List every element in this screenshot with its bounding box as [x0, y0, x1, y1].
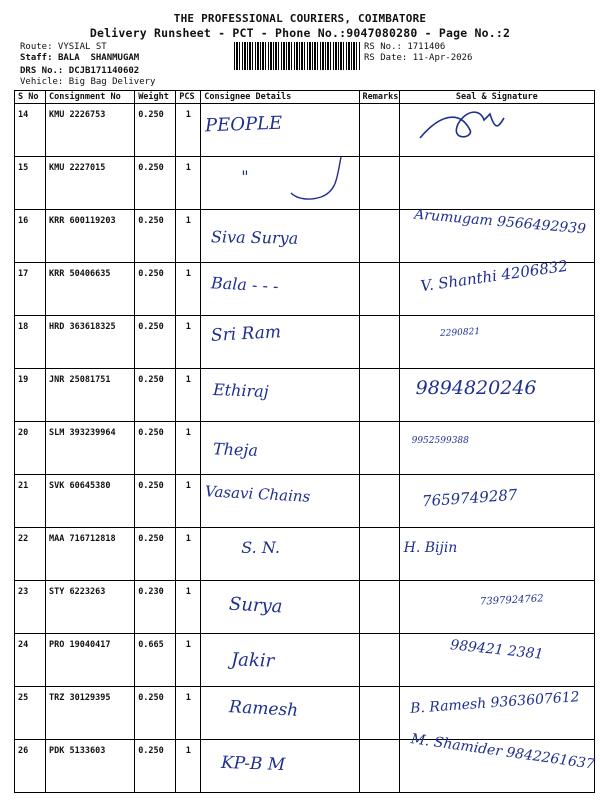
cell-pcs: 1	[176, 104, 201, 157]
cell-consignment: SLM 393239964	[46, 422, 135, 475]
col-weight-header: Weight	[135, 91, 176, 104]
cell-sno: 18	[15, 316, 46, 369]
signature-handwriting: Arumugam 9566492939	[413, 206, 587, 238]
cell-consignment: STY 6223263	[46, 581, 135, 634]
col-sno-header: S No	[15, 91, 46, 104]
cell-remarks	[359, 740, 399, 793]
cell-sno: 25	[15, 687, 46, 740]
cell-signature	[399, 528, 594, 581]
table-row	[15, 316, 595, 369]
runsheet-table	[14, 90, 595, 793]
cell-remarks	[359, 687, 399, 740]
cell-weight: 0.665	[135, 634, 176, 687]
rs-number: RS No.: 1711406	[364, 42, 446, 52]
cell-remarks	[359, 581, 399, 634]
cell-consignment: MAA 716712818	[46, 528, 135, 581]
cell-remarks	[359, 157, 399, 210]
cell-consignee-details	[201, 581, 359, 634]
cell-consignee-details	[201, 104, 359, 157]
cell-pcs: 1	[176, 157, 201, 210]
signature-handwriting: 7397924762	[479, 593, 544, 608]
table-row	[15, 369, 595, 422]
cell-sno: 17	[15, 263, 46, 316]
cell-sno: 20	[15, 422, 46, 475]
consignee-handwriting: Jakir	[230, 649, 275, 672]
signature-handwriting: 7659749287	[421, 485, 518, 511]
col-signature-header: Seal & Signature	[399, 91, 594, 104]
cell-weight: 0.250	[135, 369, 176, 422]
cell-consignment: JNR 25081751	[46, 369, 135, 422]
cell-sno: 23	[15, 581, 46, 634]
cell-remarks	[359, 316, 399, 369]
cell-signature	[399, 369, 594, 422]
cell-consignee-details	[201, 687, 359, 740]
cell-remarks	[359, 210, 399, 263]
table-row	[15, 104, 595, 157]
signature-handwriting: V. Shanthi 4206832	[419, 256, 569, 296]
cell-consignee-details	[201, 740, 359, 793]
cell-weight: 0.250	[135, 104, 176, 157]
col-pcs-header: PCS	[176, 91, 201, 104]
table-row	[15, 528, 595, 581]
cell-signature	[399, 206, 594, 263]
cell-pcs: 1	[176, 422, 201, 475]
table-row	[15, 475, 595, 528]
col-details-header: Consignee Details	[201, 91, 359, 104]
consignee-handwriting: Siva Surya	[211, 227, 299, 248]
cell-remarks	[359, 475, 399, 528]
col-consignment-header: Consignment No	[46, 91, 135, 104]
consignee-handwriting: KP-B M	[220, 752, 286, 776]
cell-remarks	[359, 528, 399, 581]
cell-pcs: 1	[176, 475, 201, 528]
signature-handwriting: 9952599388	[411, 436, 469, 446]
cell-signature	[399, 687, 594, 740]
cell-consignee-details	[201, 263, 359, 316]
cell-pcs: 1	[176, 740, 201, 793]
table-row	[15, 581, 595, 634]
ditto-brace-mark	[201, 157, 352, 203]
cell-remarks	[359, 263, 399, 316]
drs-label: DRS No.:	[20, 66, 64, 76]
cell-remarks	[359, 634, 399, 687]
signature-handwriting: B. Ramesh 9363607612	[409, 689, 580, 717]
cell-signature	[399, 422, 594, 475]
consignee-handwriting: Vasavi Chains	[204, 482, 312, 506]
cell-consignee-details	[201, 316, 359, 369]
cell-consignee-details	[201, 475, 359, 528]
cell-consignment: KMU 2226753	[46, 104, 135, 157]
signature-handwriting: 9894820246	[415, 377, 537, 399]
cell-sno: 16	[15, 210, 46, 263]
consignee-handwriting: Theja	[212, 439, 259, 460]
staff-label: Staff:	[20, 53, 53, 63]
table-row	[15, 157, 595, 210]
drs-number: DCJB171140602	[68, 66, 140, 76]
consignee-handwriting: Sri Ram	[210, 322, 282, 346]
consignee-handwriting: S. N.	[241, 538, 280, 557]
cell-consignment: KMU 2227015	[46, 157, 135, 210]
cell-pcs: 1	[176, 210, 201, 263]
cell-pcs: 1	[176, 687, 201, 740]
signature-scribble	[400, 104, 588, 150]
cell-weight: 0.230	[135, 581, 176, 634]
cell-consignment: HRD 363618325	[46, 316, 135, 369]
cell-consignee-details	[201, 369, 359, 422]
cell-weight: 0.250	[135, 422, 176, 475]
rs-date: RS Date: 11-Apr-2026	[364, 53, 473, 63]
cell-weight: 0.250	[135, 475, 176, 528]
cell-signature	[399, 316, 594, 369]
cell-signature	[399, 256, 594, 316]
cell-sno: 14	[15, 104, 46, 157]
table-row	[15, 210, 595, 263]
cell-consignee-details	[201, 157, 359, 210]
cell-sno: 26	[15, 740, 46, 793]
cell-consignment: PRO 19040417	[46, 634, 135, 687]
cell-signature	[399, 634, 594, 687]
cell-signature	[399, 157, 594, 210]
cell-consignee-details	[201, 210, 359, 263]
consignee-handwriting: Surya	[228, 593, 284, 618]
cell-consignee-details	[201, 634, 359, 687]
cell-weight: 0.250	[135, 263, 176, 316]
cell-sno: 21	[15, 475, 46, 528]
staff-line	[20, 53, 139, 64]
cell-consignee-details	[201, 422, 359, 475]
cell-pcs: 1	[176, 369, 201, 422]
cell-consignee-details	[201, 528, 359, 581]
cell-remarks	[359, 104, 399, 157]
table-row	[15, 422, 595, 475]
route-label: Route: VYSIAL ST	[20, 42, 107, 52]
col-remarks-header: Remarks	[359, 91, 399, 104]
cell-signature	[399, 731, 596, 793]
drs-line	[20, 66, 139, 77]
signature-handwriting: 989421 2381	[449, 637, 544, 663]
table-row	[15, 263, 595, 316]
cell-weight: 0.250	[135, 210, 176, 263]
barcode	[234, 42, 360, 70]
cell-pcs: 1	[176, 634, 201, 687]
cell-remarks	[359, 369, 399, 422]
cell-sno: 15	[15, 157, 46, 210]
consignee-handwriting: Ethiraj	[212, 380, 270, 401]
consignee-handwriting: Ramesh	[228, 697, 299, 721]
cell-remarks	[359, 422, 399, 475]
consignee-handwriting: Bala - - -	[210, 273, 280, 296]
cell-weight: 0.250	[135, 528, 176, 581]
cell-signature	[399, 104, 594, 157]
vehicle-label: Vehicle: Big Bag Delivery	[20, 77, 156, 87]
cell-pcs: 1	[176, 263, 201, 316]
consignee-handwriting: "	[241, 167, 249, 186]
signature-handwriting: 2290821	[439, 326, 480, 340]
cell-sno: 24	[15, 634, 46, 687]
cell-consignment: PDK 5133603	[46, 740, 135, 793]
runsheet-subtitle: Delivery Runsheet - PCT - Phone No.:9047080280 - Page No.:2	[89, 26, 511, 40]
signature-handwriting: M. Shamider 9842261637	[409, 731, 596, 773]
cell-consignment: SVK 60645380	[46, 475, 135, 528]
cell-weight: 0.250	[135, 157, 176, 210]
cell-weight: 0.250	[135, 316, 176, 369]
cell-consignment: TRZ 30129395	[46, 687, 135, 740]
signature-handwriting: H. Bijin	[403, 540, 458, 556]
table-row	[15, 740, 595, 793]
company-title: THE PROFESSIONAL COURIERS, COIMBATORE	[173, 12, 427, 25]
consignee-handwriting: PEOPLE	[204, 112, 283, 137]
cell-consignment: KRR 600119203	[46, 210, 135, 263]
cell-signature	[399, 581, 594, 634]
cell-sno: 22	[15, 528, 46, 581]
staff-name: BALA SHANMUGAM	[57, 53, 140, 63]
table-header-row	[15, 91, 595, 104]
cell-signature	[399, 475, 594, 528]
table-row	[15, 687, 595, 740]
cell-pcs: 1	[176, 316, 201, 369]
cell-weight: 0.250	[135, 740, 176, 793]
cell-pcs: 1	[176, 581, 201, 634]
table-row	[15, 634, 595, 687]
cell-consignment: KRR 50406635	[46, 263, 135, 316]
cell-pcs: 1	[176, 528, 201, 581]
cell-sno: 19	[15, 369, 46, 422]
cell-weight: 0.250	[135, 687, 176, 740]
